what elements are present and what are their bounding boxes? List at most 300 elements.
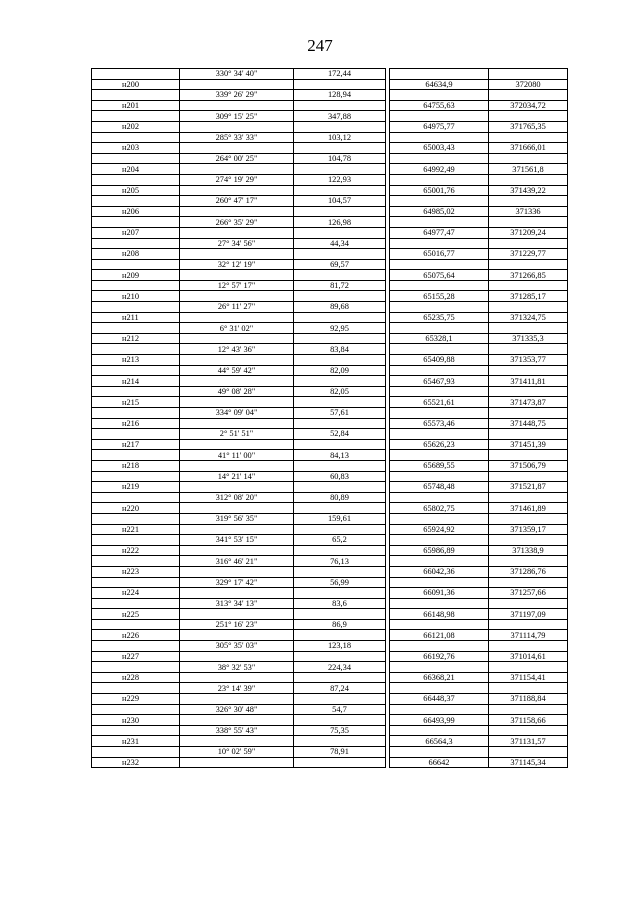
y-cell: 371335,3 [489,333,568,344]
angle-cell [180,355,294,366]
distance-cell [294,100,386,111]
table-row [92,757,568,768]
table-row [92,312,568,323]
x-cell: 65689,55 [390,460,489,471]
point-cell: н232 [92,757,180,768]
point-cell: н217 [92,439,180,450]
y-cell: 371353,77 [489,355,568,366]
distance-cell [294,609,386,620]
distance-cell [294,482,386,493]
y-cell: 371154,41 [489,672,568,683]
distance-cell [294,143,386,154]
table-row [92,460,568,471]
distance-cell [294,270,386,281]
table-row [92,376,568,387]
table-row [92,598,568,609]
x-cell: 64634,9 [390,79,489,90]
distance-cell [294,376,386,387]
distance-cell [294,588,386,599]
distance-cell [294,651,386,662]
x-cell [390,302,489,313]
x-cell [390,132,489,143]
distance-cell: 347,88 [294,111,386,122]
point-cell [92,683,180,694]
point-cell [92,704,180,715]
table-row [92,111,568,122]
y-cell [489,619,568,630]
x-cell: 66192,76 [390,651,489,662]
angle-cell [180,143,294,154]
y-cell: 371286,76 [489,566,568,577]
table-row [92,386,568,397]
angle-cell: 316° 46' 21" [180,556,294,567]
y-cell: 372080 [489,79,568,90]
table-row [92,333,568,344]
table-row [92,408,568,419]
distance-cell [294,524,386,535]
y-cell: 371666,01 [489,143,568,154]
y-cell: 371188,84 [489,694,568,705]
y-cell [489,153,568,164]
distance-cell [294,672,386,683]
point-cell: н223 [92,566,180,577]
point-cell [92,69,180,80]
point-cell [92,641,180,652]
x-cell: 64755,63 [390,100,489,111]
distance-cell: 81,72 [294,280,386,291]
x-cell: 65016,77 [390,249,489,260]
angle-cell [180,588,294,599]
y-cell [489,662,568,673]
table-row [92,196,568,207]
point-cell [92,535,180,546]
point-cell [92,153,180,164]
y-cell: 371014,61 [489,651,568,662]
point-cell: н205 [92,185,180,196]
x-cell [390,725,489,736]
y-cell: 371411,81 [489,376,568,387]
y-cell [489,344,568,355]
table-row [92,524,568,535]
distance-cell: 224,34 [294,662,386,673]
x-cell [390,323,489,334]
y-cell: 371448,75 [489,418,568,429]
point-cell [92,577,180,588]
table-row [92,429,568,440]
angle-cell: 341° 53' 15" [180,535,294,546]
angle-cell: 251° 16' 23" [180,619,294,630]
coordinates-table [91,68,568,768]
point-cell [92,513,180,524]
angle-cell [180,757,294,768]
distance-cell: 60,83 [294,471,386,482]
table-row [92,588,568,599]
table-row [92,355,568,366]
point-cell [92,556,180,567]
table-row [92,164,568,175]
angle-cell [180,333,294,344]
x-cell [390,217,489,228]
x-cell: 65235,75 [390,312,489,323]
y-cell: 371338,9 [489,545,568,556]
point-cell: н227 [92,651,180,662]
table-row [92,418,568,429]
x-cell: 64985,02 [390,206,489,217]
angle-cell: 49° 08' 28" [180,386,294,397]
distance-cell [294,736,386,747]
y-cell [489,641,568,652]
x-cell: 65573,46 [390,418,489,429]
x-cell [390,238,489,249]
angle-cell: 41° 11' 00" [180,450,294,461]
angle-cell: 305° 35' 03" [180,641,294,652]
x-cell [390,577,489,588]
angle-cell: 6° 31' 02" [180,323,294,334]
table-row [92,556,568,567]
table-row [92,619,568,630]
distance-cell: 122,93 [294,174,386,185]
point-cell: н228 [92,672,180,683]
point-cell: н230 [92,715,180,726]
point-cell: н215 [92,397,180,408]
distance-cell [294,630,386,641]
y-cell: 371336 [489,206,568,217]
table-row [92,503,568,514]
y-cell [489,174,568,185]
y-cell: 371561,8 [489,164,568,175]
point-cell: н221 [92,524,180,535]
x-cell [390,747,489,758]
angle-cell [180,185,294,196]
point-cell [92,365,180,376]
point-cell: н213 [92,355,180,366]
table-row [92,79,568,90]
angle-cell: 2° 51' 51" [180,429,294,440]
x-cell: 65075,64 [390,270,489,281]
y-cell [489,323,568,334]
distance-cell [294,418,386,429]
angle-cell: 330° 34' 40" [180,69,294,80]
distance-cell: 82,05 [294,386,386,397]
x-cell: 66448,37 [390,694,489,705]
angle-cell [180,566,294,577]
y-cell [489,683,568,694]
angle-cell [180,164,294,175]
distance-cell: 86,9 [294,619,386,630]
table-row [92,577,568,588]
x-cell [390,69,489,80]
angle-cell: 10° 02' 59" [180,747,294,758]
x-cell: 65155,28 [390,291,489,302]
distance-cell [294,545,386,556]
angle-cell: 12° 43' 36" [180,344,294,355]
table-row [92,651,568,662]
distance-cell: 69,57 [294,259,386,270]
angle-cell: 26° 11' 27" [180,302,294,313]
point-cell [92,598,180,609]
point-cell: н224 [92,588,180,599]
table-row [92,662,568,673]
angle-cell: 329° 17' 42" [180,577,294,588]
angle-cell [180,482,294,493]
table-row [92,471,568,482]
point-cell [92,174,180,185]
angle-cell: 27° 34' 56" [180,238,294,249]
distance-cell: 44,34 [294,238,386,249]
point-cell [92,662,180,673]
x-cell: 65521,61 [390,397,489,408]
angle-cell: 266° 35' 29" [180,217,294,228]
x-cell [390,429,489,440]
point-cell: н231 [92,736,180,747]
angle-cell [180,630,294,641]
distance-cell: 87,24 [294,683,386,694]
distance-cell [294,397,386,408]
y-cell [489,386,568,397]
table-row [92,535,568,546]
point-cell: н218 [92,460,180,471]
point-cell [92,259,180,270]
point-cell: н216 [92,418,180,429]
angle-cell [180,100,294,111]
angle-cell: 334° 09' 04" [180,408,294,419]
table-row [92,694,568,705]
x-cell: 65802,75 [390,503,489,514]
table-row [92,291,568,302]
distance-cell [294,206,386,217]
distance-cell [294,164,386,175]
table-row [92,482,568,493]
y-cell [489,492,568,503]
point-cell: н222 [92,545,180,556]
x-cell [390,556,489,567]
table-row [92,132,568,143]
y-cell [489,69,568,80]
x-cell: 65409,88 [390,355,489,366]
angle-cell [180,121,294,132]
y-cell: 371461,89 [489,503,568,514]
point-cell [92,471,180,482]
y-cell: 371266,85 [489,270,568,281]
point-cell [92,492,180,503]
x-cell: 66564,3 [390,736,489,747]
y-cell: 371131,57 [489,736,568,747]
y-cell [489,429,568,440]
table-row [92,227,568,238]
y-cell: 371359,17 [489,524,568,535]
point-cell: н201 [92,100,180,111]
distance-cell: 76,13 [294,556,386,567]
x-cell: 65626,23 [390,439,489,450]
distance-cell: 123,18 [294,641,386,652]
x-cell [390,450,489,461]
x-cell: 65924,92 [390,524,489,535]
y-cell [489,196,568,207]
table-row [92,238,568,249]
x-cell: 66121,08 [390,630,489,641]
distance-cell: 56,99 [294,577,386,588]
point-cell [92,132,180,143]
y-cell [489,238,568,249]
y-cell [489,598,568,609]
y-cell: 371158,66 [489,715,568,726]
distance-cell [294,333,386,344]
y-cell: 371451,39 [489,439,568,450]
distance-cell [294,79,386,90]
table-row [92,641,568,652]
point-cell [92,408,180,419]
table-row [92,280,568,291]
table-row [92,249,568,260]
distance-cell: 80,89 [294,492,386,503]
distance-cell: 103,12 [294,132,386,143]
point-cell: н219 [92,482,180,493]
y-cell [489,450,568,461]
x-cell [390,153,489,164]
angle-cell: 44° 59' 42" [180,365,294,376]
point-cell [92,196,180,207]
point-cell: н220 [92,503,180,514]
x-cell [390,598,489,609]
angle-cell [180,715,294,726]
angle-cell: 285° 33' 33" [180,132,294,143]
y-cell: 371285,17 [489,291,568,302]
y-cell [489,302,568,313]
angle-cell: 274° 19' 29" [180,174,294,185]
angle-cell [180,79,294,90]
x-cell [390,471,489,482]
y-cell: 371324,75 [489,312,568,323]
point-cell: н212 [92,333,180,344]
x-cell: 65986,89 [390,545,489,556]
angle-cell: 339° 26' 29" [180,90,294,101]
angle-cell [180,206,294,217]
angle-cell [180,249,294,260]
point-cell: н214 [92,376,180,387]
point-cell: н210 [92,291,180,302]
distance-cell [294,355,386,366]
angle-cell [180,460,294,471]
angle-cell [180,397,294,408]
x-cell: 66091,36 [390,588,489,599]
distance-cell: 65,2 [294,535,386,546]
y-cell [489,577,568,588]
table-row [92,725,568,736]
point-cell: н225 [92,609,180,620]
x-cell: 65748,48 [390,482,489,493]
angle-cell: 338° 55' 43" [180,725,294,736]
distance-cell [294,715,386,726]
angle-cell [180,672,294,683]
distance-cell [294,249,386,260]
table-row [92,90,568,101]
y-cell: 371209,24 [489,227,568,238]
angle-cell: 264° 00' 25" [180,153,294,164]
y-cell [489,747,568,758]
distance-cell [294,439,386,450]
y-cell [489,217,568,228]
angle-cell: 12° 57' 17" [180,280,294,291]
angle-cell [180,651,294,662]
table-row [92,100,568,111]
table-row [92,630,568,641]
point-cell [92,280,180,291]
y-cell: 371439,22 [489,185,568,196]
distance-cell [294,757,386,768]
distance-cell: 78,91 [294,747,386,758]
distance-cell: 52,84 [294,429,386,440]
distance-cell [294,227,386,238]
angle-cell [180,524,294,535]
angle-cell [180,312,294,323]
distance-cell: 83,6 [294,598,386,609]
table-row [92,143,568,154]
angle-cell: 32° 12' 19" [180,259,294,270]
table-row [92,683,568,694]
distance-cell: 75,35 [294,725,386,736]
table-row [92,715,568,726]
x-cell [390,280,489,291]
table-row [92,323,568,334]
y-cell [489,132,568,143]
table-row [92,492,568,503]
angle-cell [180,439,294,450]
x-cell: 65328,1 [390,333,489,344]
angle-cell [180,291,294,302]
angle-cell: 313° 34' 13" [180,598,294,609]
table-row [92,69,568,80]
table-row [92,344,568,355]
angle-cell [180,545,294,556]
point-cell [92,386,180,397]
point-cell: н204 [92,164,180,175]
y-cell: 372034,72 [489,100,568,111]
x-cell [390,344,489,355]
table-row [92,545,568,556]
table-row [92,513,568,524]
x-cell: 66642 [390,757,489,768]
y-cell [489,280,568,291]
y-cell: 371197,09 [489,609,568,620]
y-cell: 371114,79 [489,630,568,641]
y-cell: 371521,87 [489,482,568,493]
distance-cell: 159,61 [294,513,386,524]
page-number: 247 [307,36,333,55]
x-cell [390,662,489,673]
angle-cell [180,503,294,514]
angle-cell [180,270,294,281]
y-cell [489,111,568,122]
distance-cell [294,503,386,514]
x-cell: 66148,98 [390,609,489,620]
coordinates-table-body [92,69,568,768]
angle-cell [180,418,294,429]
point-cell [92,238,180,249]
point-cell: н200 [92,79,180,90]
x-cell [390,111,489,122]
table-row [92,153,568,164]
angle-cell [180,227,294,238]
y-cell [489,725,568,736]
point-cell: н209 [92,270,180,281]
angle-cell: 319° 56' 35" [180,513,294,524]
y-cell [489,535,568,546]
table-row [92,121,568,132]
y-cell: 371506,79 [489,460,568,471]
table-row [92,747,568,758]
x-cell [390,259,489,270]
x-cell [390,704,489,715]
